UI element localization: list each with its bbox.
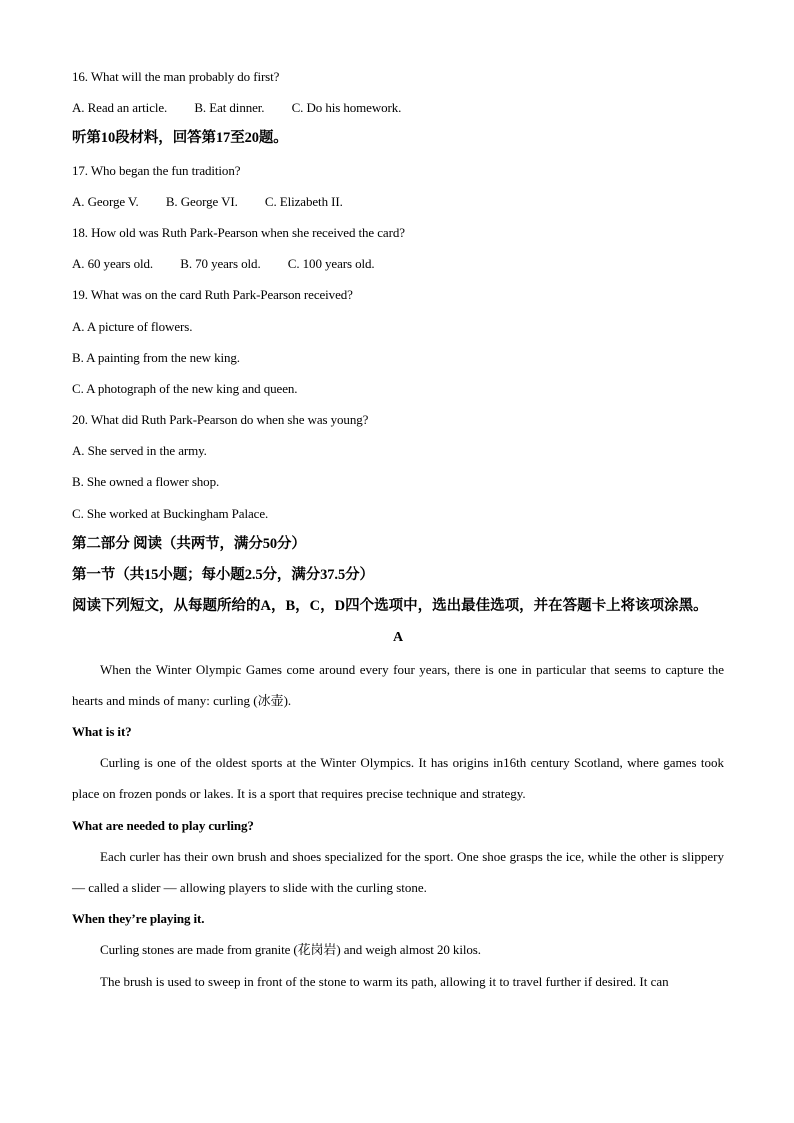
option-c: C. A photograph of the new king and queen. bbox=[72, 380, 298, 396]
paragraph-brush: The brush is used to sweep in front of the stone to warm its path, allowing it to travel further if desired. It can bbox=[100, 973, 669, 989]
paragraph-what-is-it: Curling is one of the oldest sports at the Winter Olympics. It has origins in16th century Scotland, where games took place on frozen ponds or lakes. It is a sport that requires precise technique and strategy. bbox=[72, 755, 724, 802]
passage-label: A bbox=[392, 630, 403, 646]
option-a: A. Read an article. bbox=[72, 100, 168, 116]
reading-instruction: 阅读下列短文，从每题所给的A，B，C，D四个选项中，选出最佳选项，并在答题卡上将该项涂黑。 bbox=[72, 598, 708, 615]
option-b: B. A painting from the new king. bbox=[72, 349, 240, 365]
section-1-heading: 第一节（共15小题；每小题2.5分，满分37.5分） bbox=[72, 567, 374, 583]
section-10-instruction: 听第10段材料，回答第17至20题。 bbox=[72, 130, 288, 147]
option-c: C. She worked at Buckingham Palace. bbox=[72, 505, 269, 521]
paragraph-stones: Curling stones are made from granite (花岗岩) and weigh almost 20 kilos. bbox=[100, 942, 481, 958]
part-2-heading: 第二部分 阅读（共两节，满分50分） bbox=[72, 535, 306, 552]
question-16-options bbox=[72, 92, 724, 123]
subheading-playing: When they’re playing it. bbox=[72, 911, 205, 927]
paragraph-equipment: Each curler has their own brush and shoes specialized for the sport. One shoe grasps the ice, while the other is slippery — called a slider — allowing players to slide with the curling stone. bbox=[72, 848, 724, 895]
question-17-options bbox=[72, 186, 724, 217]
question-20: 20. What did Ruth Park-Pearson do when she was young? bbox=[72, 412, 369, 428]
option-b: B. 70 years old. bbox=[180, 256, 261, 272]
option-c: C. 100 years old. bbox=[287, 256, 375, 272]
subheading-what-is-it: What is it? bbox=[72, 723, 132, 739]
option-a: A. She served in the army. bbox=[72, 443, 207, 459]
exam-page bbox=[72, 61, 724, 997]
option-b: B. George VI. bbox=[165, 193, 238, 209]
option-c: C. Do his homework. bbox=[291, 100, 402, 116]
question-16: 16. What will the man probably do first? bbox=[72, 69, 280, 84]
option-c: C. Elizabeth II. bbox=[264, 193, 343, 209]
passage-intro: When the Winter Olympic Games come around every four years, there is one in particular that seems to capture the hearts and minds of many: curling (冰壶). bbox=[72, 661, 724, 708]
option-a: A. 60 years old. bbox=[72, 256, 154, 272]
question-19: 19. What was on the card Ruth Park-Pearson received? bbox=[72, 287, 353, 303]
option-b: B. She owned a flower shop. bbox=[72, 474, 220, 490]
subheading-equipment: What are needed to play curling? bbox=[72, 817, 254, 833]
question-18: 18. How old was Ruth Park-Pearson when she received the card? bbox=[72, 224, 405, 240]
option-a: A. George V. bbox=[72, 193, 139, 209]
option-b: B. Eat dinner. bbox=[194, 100, 265, 116]
question-18-options bbox=[72, 248, 724, 279]
question-17: 17. Who began the fun tradition? bbox=[72, 162, 241, 178]
option-a: A. A picture of flowers. bbox=[72, 318, 193, 334]
